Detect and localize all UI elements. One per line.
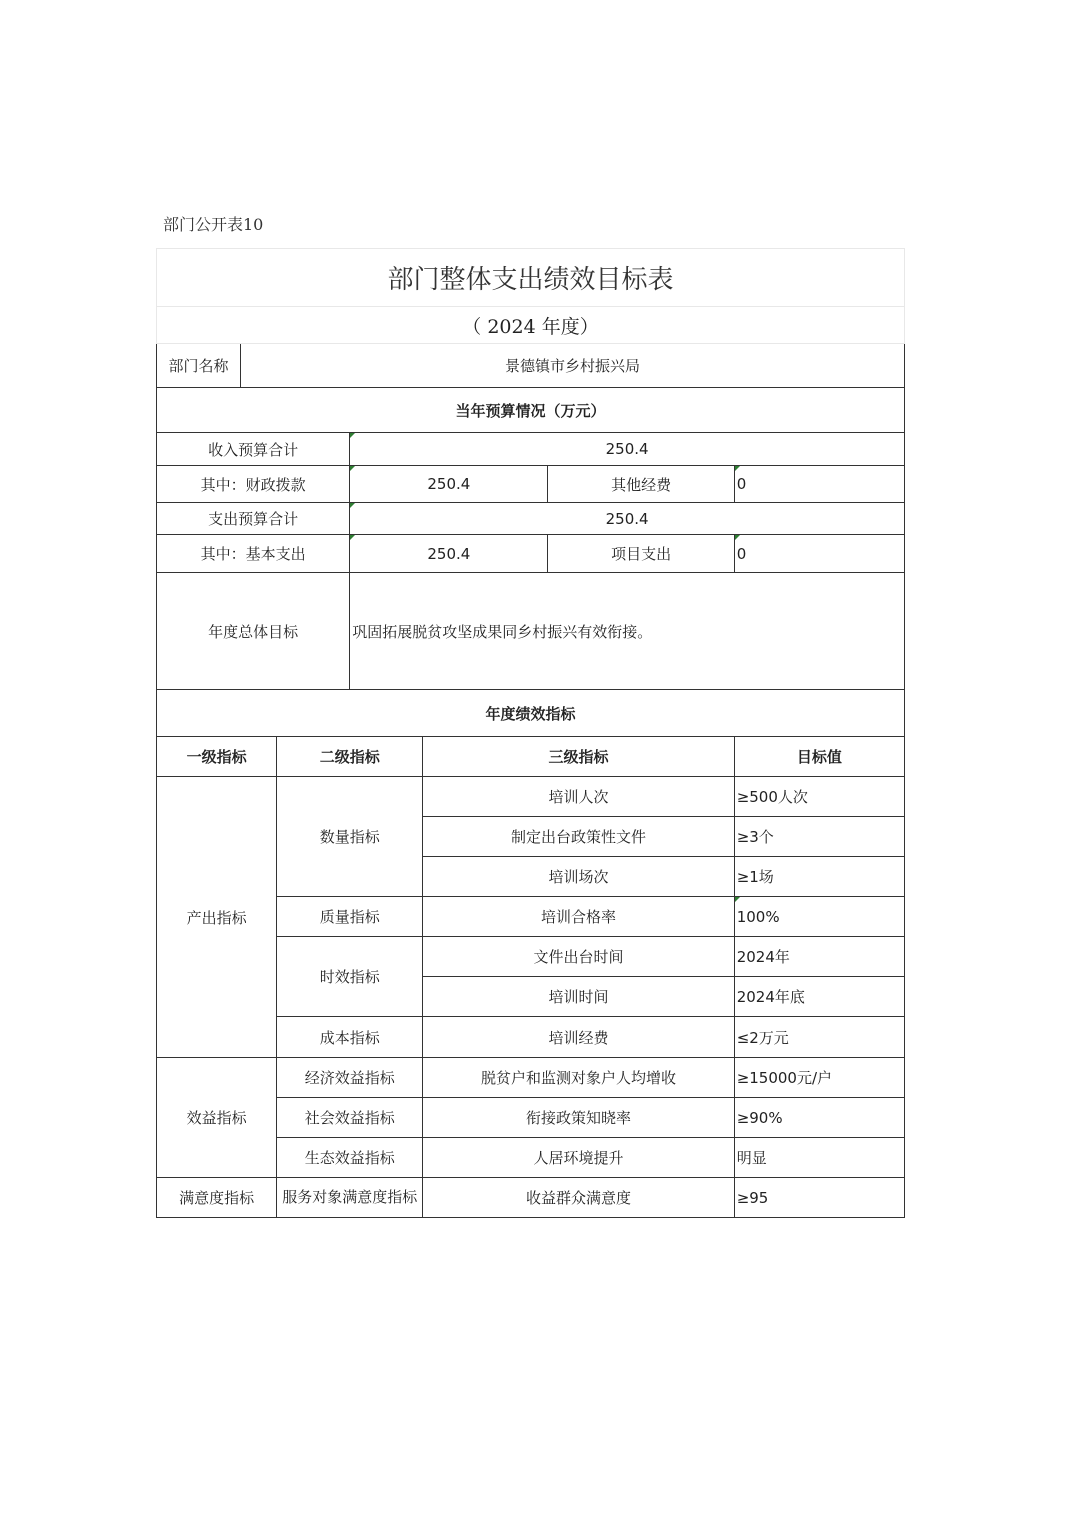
project-label: 项目支出 [548,535,734,573]
indicator-name: 培训合格率 [423,897,734,937]
income-total-label: 收入预算合计 [157,433,350,466]
other-label: 其他经费 [548,466,734,503]
dept-row [157,344,905,388]
indicator-name: 收益群众满意度 [423,1178,734,1218]
indicator-target: 2024年底 [734,977,904,1017]
project-value: 0 [734,535,904,573]
level2-cell: 经济效益指标 [277,1058,423,1098]
indicator-name: 培训时间 [423,977,734,1017]
indicator-name: 制定出台政策性文件 [423,817,734,857]
indicator-target: ≥1场 [734,857,904,897]
dept-label: 部门名称 [157,344,241,387]
col-header: 一级指标 [157,737,277,777]
indicator-name: 培训场次 [423,857,734,897]
basic-value: 250.4 [350,535,548,573]
indicator-target: ≤2万元 [734,1017,904,1058]
indicator-target: 100% [734,897,904,937]
indicator-target: ≥3个 [734,817,904,857]
indicator-name: 培训人次 [423,777,734,817]
indicator-name: 培训经费 [423,1017,734,1058]
level2-cell: 生态效益指标 [277,1138,423,1178]
income-total-value: 250.4 [350,433,905,466]
dept-value: 景德镇市乡村振兴局 [504,357,640,375]
col-header: 三级指标 [423,737,734,777]
level1-cell: 满意度指标 [157,1178,277,1218]
expense-total-label: 支出预算合计 [157,503,350,535]
indicator-target: 2024年 [734,937,904,977]
col-header: 二级指标 [277,737,423,777]
goal-value: 巩固拓展脱贫攻坚成果同乡村振兴有效衔接。 [350,573,905,690]
goal-label: 年度总体目标 [157,573,350,690]
table-title: 部门整体支出绩效目标表 [157,249,905,307]
level2-cell: 服务对象满意度指标 [277,1178,423,1218]
perf-header: 年度绩效指标 [157,690,905,737]
performance-table [156,248,905,1218]
expense-total-value: 250.4 [350,503,905,535]
table-caption: 部门公开表10 [163,215,264,234]
indicator-name: 文件出台时间 [423,937,734,977]
level2-cell: 成本指标 [277,1017,423,1058]
indicator-target: 明显 [734,1138,904,1178]
fiscal-label: 其中：财政拨款 [157,466,350,503]
other-value: 0 [734,466,904,503]
level1-cell: 效益指标 [157,1058,277,1178]
level1-cell: 产出指标 [157,777,277,1058]
level2-cell: 数量指标 [277,777,423,897]
col-header: 目标值 [734,737,904,777]
budget-header: 当年预算情况（万元） [157,388,905,433]
level2-cell: 社会效益指标 [277,1098,423,1138]
indicator-name: 衔接政策知晓率 [423,1098,734,1138]
indicator-target: ≥15000元/户 [734,1058,904,1098]
fiscal-value: 250.4 [350,466,548,503]
indicator-name: 脱贫户和监测对象户人均增收 [423,1058,734,1098]
indicator-target: ≥90% [734,1098,904,1138]
indicator-target: ≥95 [734,1178,904,1218]
level2-cell: 时效指标 [277,937,423,1017]
level2-cell: 质量指标 [277,897,423,937]
table-year: （ 2024 年度） [157,307,905,344]
basic-label: 其中：基本支出 [157,535,350,573]
indicator-target: ≥500人次 [734,777,904,817]
indicator-name: 人居环境提升 [423,1138,734,1178]
